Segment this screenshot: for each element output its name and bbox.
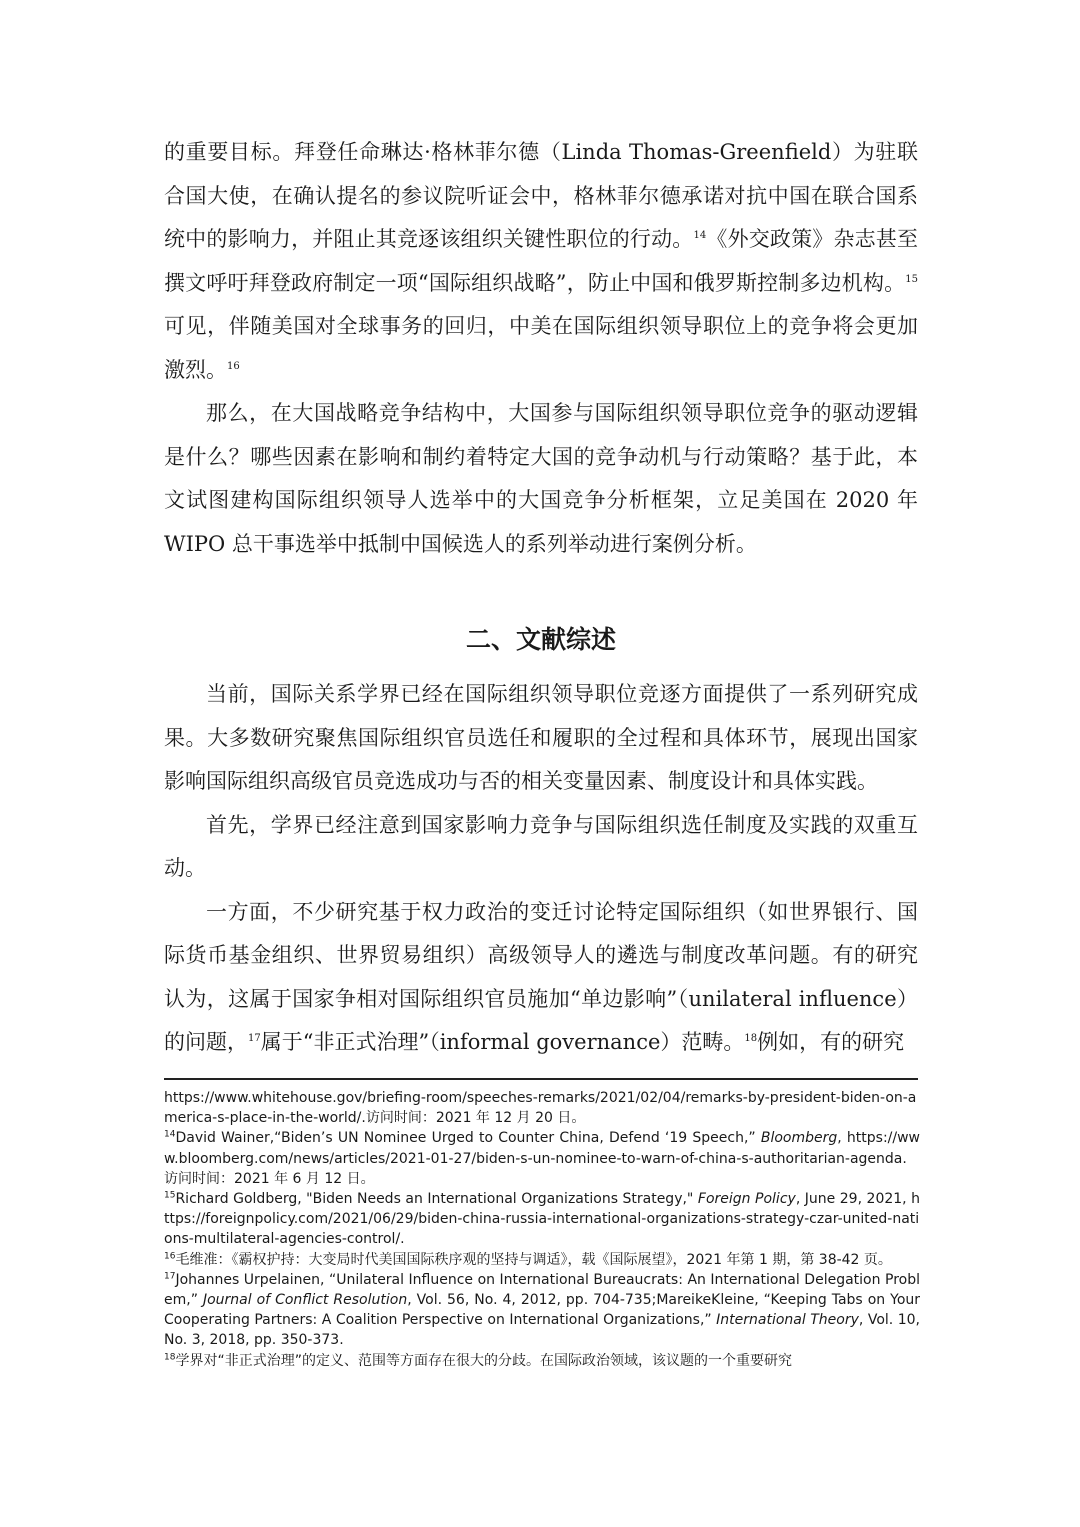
footnote-text: , https://www.bloomberg.com/news/articles/2021-01-27/biden-s-un-nominee-to-warn-of-china-s-authoritarian-agenda. 访问时间：2021 年 6 月 12 日。 bbox=[164, 1130, 921, 1187]
footnote-text: , Vol. 10, No. 3, 2018, pp. 350-373. bbox=[164, 1312, 920, 1349]
paragraph-5-text-a: 一方面，不少研究基于权力政治的变迁讨论特定国际组织（如世界银行、国际货币基金组织、世界贸易组织）高级领导人的遴选与制度改革问题。有的研究认为，这属于国家争相对国际组织官员施加“单边影响”（unilateral influence）的问题， bbox=[164, 899, 918, 1054]
footnote-text: , Vol. 56, No. 4, 2012, pp. 704-735;MareikeKleine, “Keeping Tabs on Your Cooperating Partners: A Coalition Perspective on International Organizations,” bbox=[164, 1292, 921, 1329]
footnote-ref-17[interactable]: 17 bbox=[248, 1033, 261, 1044]
paragraph-5-text-c: 例如，有的研究 bbox=[757, 1030, 905, 1054]
footnote-text: 学界对“非正式治理”的定义、范围等方面存在很大的分歧。在国际政治领域，该议题的一个重要研究 bbox=[175, 1352, 792, 1369]
footnote-ref-18[interactable]: 18 bbox=[744, 1033, 758, 1044]
footnote-18 bbox=[164, 1351, 920, 1371]
footnote-16 bbox=[164, 1250, 920, 1270]
footnote-number: 15 bbox=[164, 1190, 176, 1201]
body-text-bottom bbox=[164, 673, 918, 1065]
footnote-text: David Wainer,“Biden’s UN Nominee Urged to Counter China, Defend ‘19 Speech,” bbox=[175, 1130, 761, 1147]
paragraph-2: 那么，在大国战略竞争结构中，大国参与国际组织领导职位竞争的驱动逻辑是什么？哪些因素在影响和制约着特定大国的竞争动机与行动策略？基于此，本文试图建构国际组织领导人选举中的大国竞争分析框架，立足美国在 2020 年 WIPO 总干事选举中抵制中国候选人的系列举动进行案例分析。 bbox=[164, 401, 918, 556]
paragraph-3: 当前，国际关系学界已经在国际组织领导职位竞逐方面提供了一系列研究成果。大多数研究聚焦国际组织官员选任和履职的全过程和具体环节，展现出国家影响国际组织高级官员竞选成功与否的相关变量因素、制度设计和具体实践。 bbox=[164, 682, 918, 793]
footnote-text: 毛维准：《霸权护持：大变局时代美国国际秩序观的坚持与调适》，载《国际展望》，2021 年第 1 期，第 38-42 页。 bbox=[175, 1251, 892, 1268]
footnote-number: 16 bbox=[164, 1250, 176, 1261]
footnote-divider bbox=[164, 1078, 918, 1080]
footnote-number: 14 bbox=[164, 1129, 176, 1140]
section-heading: 二、文献综述 bbox=[465, 625, 616, 654]
footnote-text: Richard Goldberg, "Biden Needs an International Organizations Strategy," bbox=[175, 1191, 698, 1208]
footnote-journal: Journal of Conflict Resolution bbox=[202, 1292, 408, 1309]
paragraph-1-text-c: 可见，伴随美国对全球事务的回归，中美在国际组织领导职位上的竞争将会更加激烈。 bbox=[164, 314, 918, 382]
paragraph-1-text-a: 的重要目标。拜登任命琳达·格林菲尔德（Linda Thomas-Greenfield）为驻联合国大使，在确认提名的参议院听证会中，格林菲尔德承诺对抗中国在联合国系统中的影响力，并阻止其竞逐该组织关键性职位的行动。 bbox=[164, 140, 918, 251]
paragraph-4: 首先，学界已经注意到国家影响力竞争与国际组织选任制度及实践的双重互动。 bbox=[164, 812, 918, 880]
paragraph-1 bbox=[164, 131, 918, 392]
paragraph-5 bbox=[164, 891, 918, 1065]
footnote-ref-15[interactable]: 15 bbox=[905, 273, 918, 285]
footnote-ref-16[interactable]: 16 bbox=[227, 360, 240, 372]
footnote-text: Johannes Urpelainen, “Unilateral Influence on International Bureaucrats: An International Delegation Problem,” bbox=[164, 1271, 920, 1309]
footnote-number: 18 bbox=[164, 1351, 176, 1362]
footnote-number: 17 bbox=[164, 1271, 176, 1282]
footnote-continued: https://www.whitehouse.gov/briefing-room/speeches-remarks/2021/02/04/remarks-by-president-biden-on-america-s-place-in-the-world/.访问时间：2021 年 12 月 20 日。 bbox=[164, 1090, 917, 1127]
footnotes bbox=[164, 1088, 920, 1371]
footnote-14 bbox=[164, 1128, 920, 1189]
footnote-journal: Foreign Policy bbox=[697, 1191, 796, 1208]
footnote-17 bbox=[164, 1270, 920, 1351]
footnote-15 bbox=[164, 1189, 920, 1250]
footnote-text: , June 29, 2021, https://foreignpolicy.com/2021/06/29/biden-china-russia-international-organizations-strategy-czar-united-nations-multilateral-agencies-control/. bbox=[164, 1191, 920, 1248]
footnote-journal: International Theory bbox=[716, 1312, 859, 1329]
footnote-journal: Bloomberg bbox=[760, 1130, 838, 1147]
footnote-ref-14[interactable]: 14 bbox=[693, 230, 707, 241]
paragraph-5-text-b: 属于“非正式治理”（informal governance）范畴。 bbox=[260, 1030, 745, 1054]
paragraph-1-text-b: 《外交政策》杂志甚至撰文呼吁拜登政府制定一项“国际组织战略”，防止中国和俄罗斯控制多边机构。 bbox=[164, 227, 919, 295]
body-text-top bbox=[164, 131, 918, 566]
